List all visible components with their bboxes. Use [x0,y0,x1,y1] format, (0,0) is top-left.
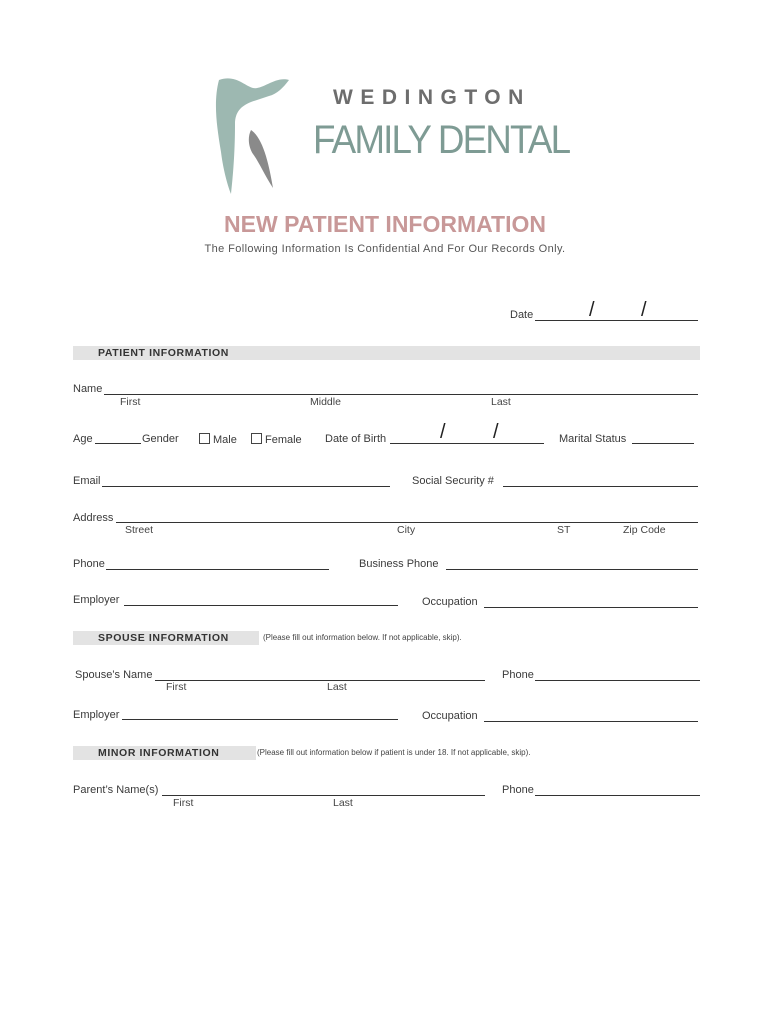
gender-label: Gender [142,433,179,445]
date-slash: / [641,299,647,321]
male-option[interactable] [199,433,237,446]
address-label: Address [73,512,114,524]
female-label: Female [265,434,302,446]
state-caption: ST [557,524,571,536]
business-phone-field[interactable] [446,569,698,570]
zip-caption: Zip Code [623,524,666,536]
age-label: Age [73,433,93,445]
name-label: Name [73,383,103,395]
spouse-last-caption: Last [327,681,347,693]
dob-slash: / [493,421,499,443]
first-caption: First [120,396,141,408]
name-field[interactable] [104,394,698,395]
date-slash: / [589,299,595,321]
address-field[interactable] [116,522,698,523]
form-title: NEW PATIENT INFORMATION [224,211,546,237]
parents-name-label: Parent’s Name(s) [73,784,159,796]
brand-name-top: WEDINGTON [333,86,531,109]
date-label: Date [510,309,534,321]
minor-section-note: (Please fill out information below if patient is under 18. If not applicable, skip). [257,748,531,757]
parent-first-caption: First [173,797,194,809]
city-caption: City [397,524,416,536]
minor-section-title: MINOR INFORMATION [98,747,220,759]
marital-status-field[interactable] [632,443,694,444]
parent-phone-label: Phone [502,784,534,796]
street-caption: Street [125,524,154,536]
last-caption: Last [491,396,511,408]
age-field[interactable] [95,443,141,444]
dob-slash: / [440,421,446,443]
date-field[interactable] [535,320,698,321]
parent-phone-field[interactable] [535,795,700,796]
spouse-occupation-field[interactable] [484,721,698,722]
spouse-phone-label: Phone [502,669,534,681]
female-option[interactable] [251,433,302,446]
form-subtitle: The Following Information Is Confidential And For Our Records Only. [204,243,566,255]
parents-name-field[interactable] [162,795,485,796]
occupation-label: Occupation [422,596,478,608]
phone-field[interactable] [106,569,329,570]
parent-last-caption: Last [333,797,353,809]
dob-label: Date of Birth [325,433,387,445]
business-phone-label: Business Phone [359,558,439,570]
ssn-field[interactable] [503,486,698,487]
male-label: Male [213,434,237,446]
email-label: Email [73,475,101,487]
marital-status-label: Marital Status [559,433,627,445]
spouse-name-field[interactable] [155,680,485,681]
male-checkbox[interactable] [199,433,210,444]
brand-name-main: FAMILY DENTAL [313,118,570,162]
occupation-field[interactable] [484,607,698,608]
email-field[interactable] [102,486,390,487]
female-checkbox[interactable] [251,433,262,444]
spouse-occupation-label: Occupation [422,710,478,722]
employer-label: Employer [73,594,120,606]
tooth-logo-icon [205,72,295,198]
phone-label: Phone [73,558,105,570]
patient-section-title: PATIENT INFORMATION [98,347,229,359]
spouse-name-label: Spouse’s Name [75,669,153,681]
middle-caption: Middle [310,396,341,408]
spouse-section-note: (Please fill out information below. If not applicable, skip). [263,633,462,642]
dob-field[interactable] [390,443,544,444]
spouse-phone-field[interactable] [535,680,700,681]
spouse-first-caption: First [166,681,187,693]
ssn-label: Social Security # [412,475,494,487]
spouse-employer-field[interactable] [122,719,398,720]
employer-field[interactable] [124,605,398,606]
spouse-employer-label: Employer [73,709,120,721]
spouse-section-title: SPOUSE INFORMATION [98,632,229,644]
